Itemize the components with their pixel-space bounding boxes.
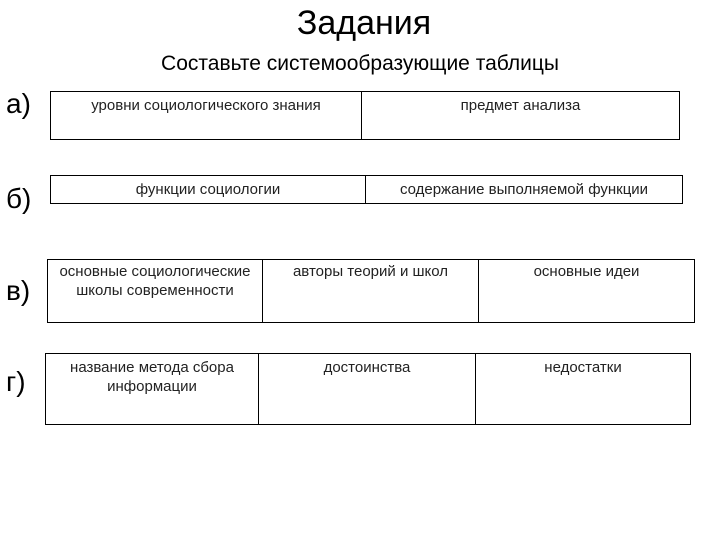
task-d-table <box>45 353 691 425</box>
task-c-header-3: основные идеи <box>479 260 695 323</box>
task-c-header-1: основные социологические школы современности <box>48 260 263 323</box>
subtitle-text: Составьте системообразующие таблицы <box>161 52 559 75</box>
task-d-label: г) <box>6 366 26 397</box>
slide-title: Задания <box>296 4 432 42</box>
slide-subtitle <box>0 51 720 77</box>
task-d-header-1: название метода сбора информации <box>46 354 259 425</box>
task-a-label: а) <box>6 88 31 119</box>
task-a-header-1: уровни социологического знания <box>51 92 362 140</box>
task-d-header-2: достоинства <box>259 354 476 425</box>
task-c-table <box>47 259 695 323</box>
task-c-label: в) <box>6 275 31 306</box>
task-a-header-2: предмет анализа <box>362 92 680 140</box>
task-a-table <box>50 91 680 140</box>
task-b-header-2: содержание выполняемой функции <box>366 176 683 204</box>
task-b-header-1: функции социологии <box>51 176 366 204</box>
task-b-label: б) <box>6 183 32 214</box>
task-d-header-3: недостатки <box>476 354 691 425</box>
task-b-table <box>50 175 683 204</box>
task-c-header-2: авторы теорий и школ <box>263 260 479 323</box>
